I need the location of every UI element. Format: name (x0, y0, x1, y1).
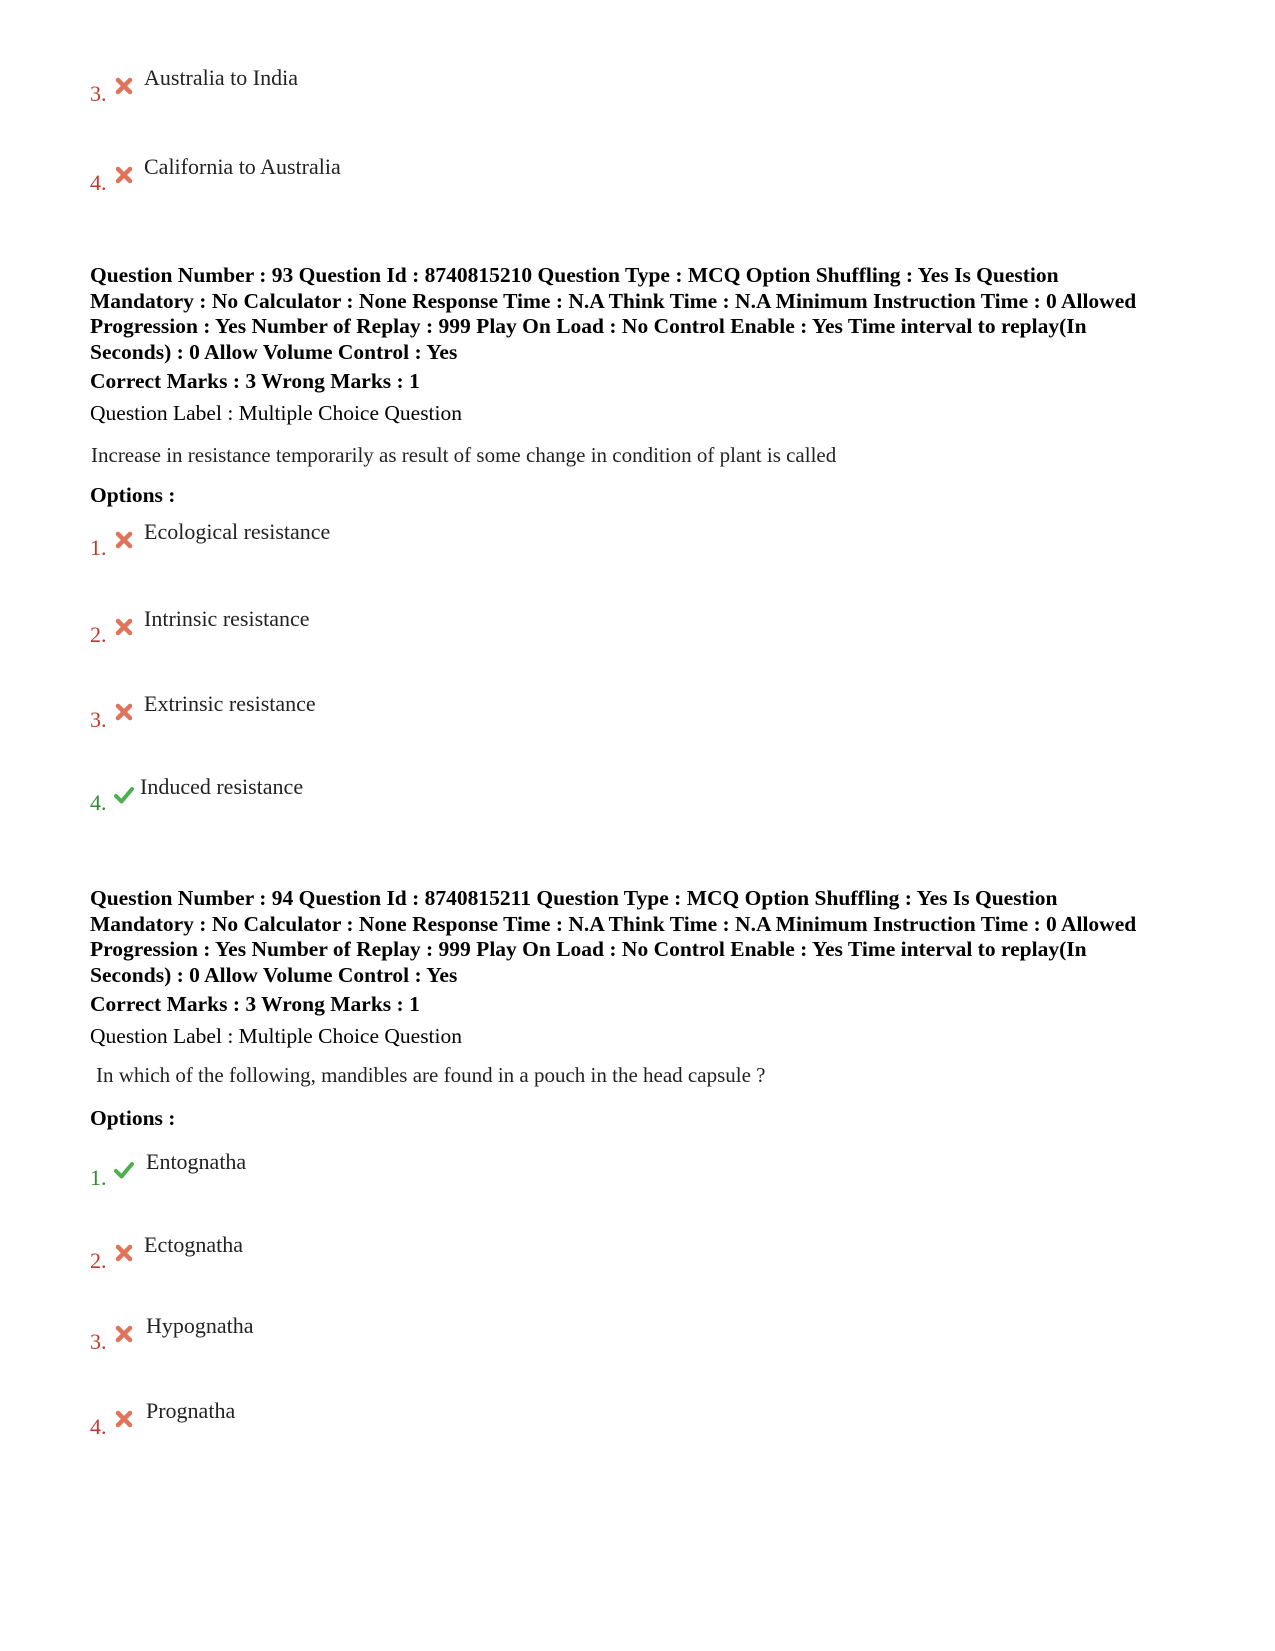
option-item (90, 692, 990, 732)
option-text: Entognatha (146, 1149, 247, 1174)
option-text: Hypognatha (146, 1313, 254, 1338)
option-text: Australia to India (144, 65, 298, 90)
question-marks: Correct Marks : 3 Wrong Marks : 1 (90, 369, 420, 393)
check-icon (114, 785, 134, 805)
option-text: Extrinsic resistance (144, 691, 316, 716)
option-item (90, 155, 990, 195)
question-label: Question Label : Multiple Choice Question (90, 1024, 463, 1048)
option-item (90, 775, 990, 815)
option-item (90, 1233, 990, 1273)
option-item (90, 66, 990, 106)
option-text: California to Australia (144, 154, 341, 179)
options-heading: Options : (90, 1106, 176, 1130)
option-number: 1. (90, 1165, 107, 1190)
question-label: Question Label : Multiple Choice Question (90, 401, 463, 425)
question-header: Question Number : 93 Question Id : 8740815210 Question Type : MCQ Option Shuffling : Yes Is Question Mandatory : No Calculator : None Response Time : N.A Think Time : N.A Minimum Instruction Time : 0 Allowed Progression : Yes Number of Replay : 999 Play On Load : No Control Enable : Yes Time interval to replay(In Seconds) : 0 Allow Volume Control : Yes (90, 263, 1137, 364)
option-number: 2. (90, 622, 107, 647)
option-item (90, 1150, 990, 1190)
option-item (90, 520, 990, 560)
option-text: Ectognatha (144, 1232, 243, 1257)
cross-icon (114, 1409, 134, 1429)
options-heading: Options : (90, 483, 176, 507)
option-number: 2. (90, 1248, 107, 1273)
cross-icon (114, 530, 134, 550)
option-text: Ecological resistance (144, 519, 331, 544)
option-text: Intrinsic resistance (144, 606, 310, 631)
check-icon (114, 1160, 134, 1180)
option-text: Induced resistance (140, 774, 304, 799)
cross-icon (114, 702, 134, 722)
option-number: 4. (90, 170, 107, 195)
option-number: 1. (90, 535, 107, 560)
option-number: 3. (90, 81, 107, 106)
cross-icon (114, 165, 134, 185)
option-item (90, 1314, 990, 1354)
option-number: 4. (90, 1414, 107, 1439)
option-text: Prognatha (146, 1398, 236, 1423)
question-text: Increase in resistance temporarily as result of some change in condition of plant is called (91, 443, 837, 467)
cross-icon (114, 1243, 134, 1263)
option-number: 3. (90, 1329, 107, 1354)
option-item (90, 607, 990, 647)
cross-icon (114, 617, 134, 637)
option-number: 3. (90, 707, 107, 732)
question-text: In which of the following, mandibles are found in a pouch in the head capsule ? (96, 1063, 766, 1087)
question-header: Question Number : 94 Question Id : 8740815211 Question Type : MCQ Option Shuffling : Yes Is Question Mandatory : No Calculator : None Response Time : N.A Think Time : N.A Minimum Instruction Time : 0 Allowed Progression : Yes Number of Replay : 999 Play On Load : No Control Enable : Yes Time interval to replay(In Seconds) : 0 Allow Volume Control : Yes (90, 886, 1137, 987)
option-item (90, 1399, 990, 1439)
cross-icon (114, 1324, 134, 1344)
option-number: 4. (90, 790, 107, 815)
cross-icon (114, 76, 134, 96)
question-marks: Correct Marks : 3 Wrong Marks : 1 (90, 992, 420, 1016)
